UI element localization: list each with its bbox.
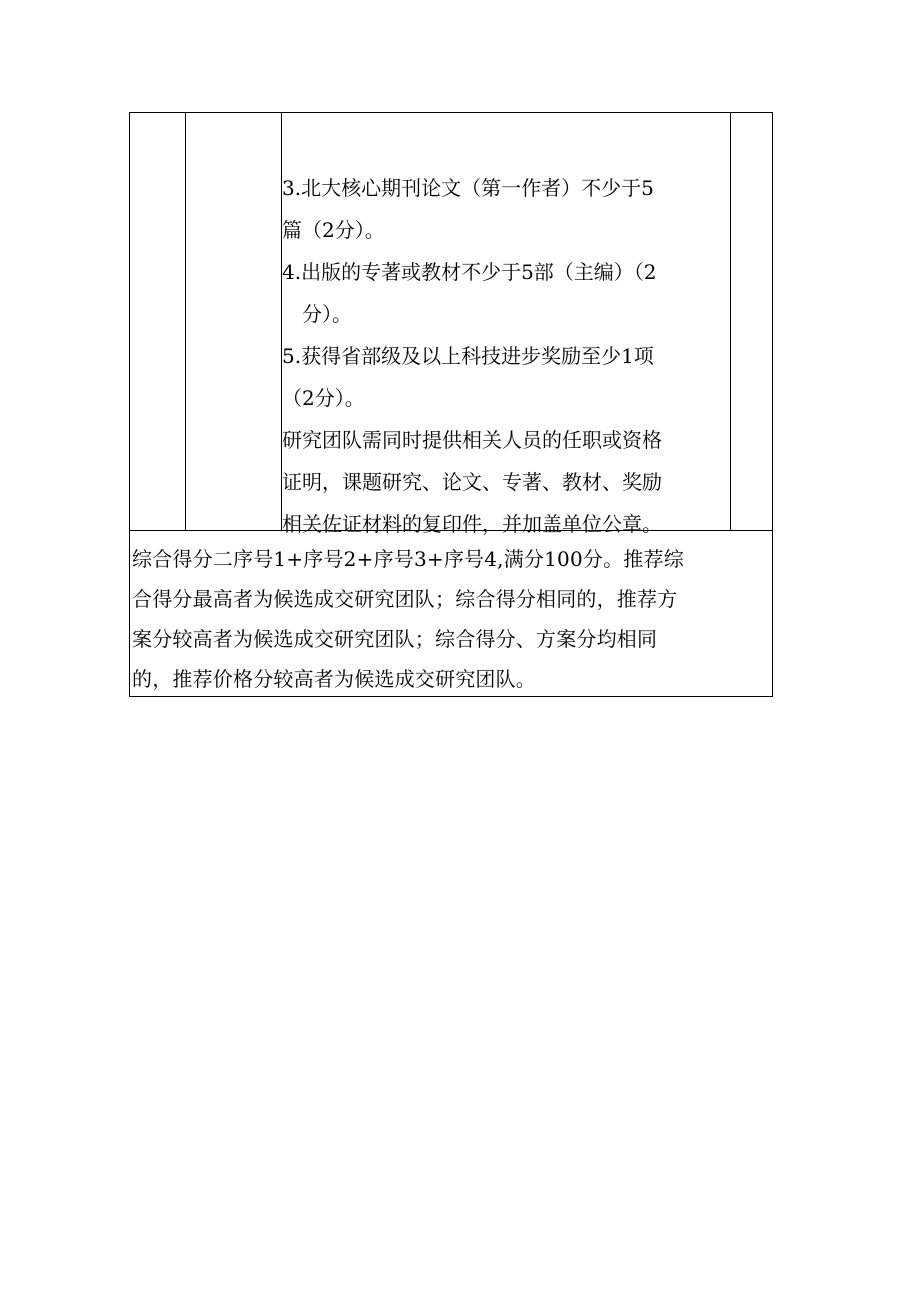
summary-line: 案分较高者为候选成交研究团队；综合得分、方案分均相同	[132, 627, 658, 651]
criteria-line: 篇（2分）。	[282, 218, 385, 242]
criteria-line: 相关佐证材料的复印件，并加盖单位公章。	[282, 512, 662, 536]
scoring-table	[129, 112, 773, 697]
criteria-line: 3.北大核心期刊论文（第一作者）不少于5	[282, 176, 654, 200]
criteria-line: 研究团队需同时提供相关人员的任职或资格	[282, 428, 662, 452]
criteria-line: 5.获得省部级及以上科技进步奖励至少1项	[282, 344, 654, 368]
column-divider-1	[185, 113, 186, 530]
criteria-cell	[282, 167, 729, 545]
column-divider-3	[730, 113, 731, 530]
summary-line: 的，推荐价格分较高者为候选成交研究团队。	[132, 667, 536, 691]
summary-line: 综合得分二序号1+序号2+序号3+序号4,满分100分。推荐综	[132, 547, 684, 571]
criteria-line: （2分）。	[282, 386, 365, 410]
criteria-line: 分）。	[302, 302, 352, 326]
summary-cell	[132, 539, 772, 699]
criteria-line: 证明，课题研究、论文、专著、教材、奖励	[282, 470, 662, 494]
criteria-line: 4.出版的专著或教材不少于5部（主编）（2	[282, 260, 657, 284]
summary-line: 合得分最高者为候选成交研究团队；综合得分相同的，推荐方	[132, 587, 678, 611]
